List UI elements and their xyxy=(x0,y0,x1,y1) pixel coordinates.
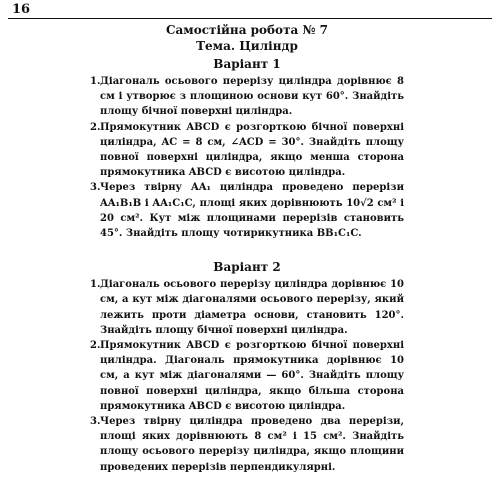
task-text: Через твірну AA₁ циліндра проведено перерізи AA₁B₁B і AA₁C₁C, площі яких дорівнюють 10√2 см² і 20 см². Кут між площинами перерізів становить 45°. Знайдіть площу чотирикутника BB₁C₁C. xyxy=(100,182,404,240)
task-number: 2. xyxy=(90,121,101,133)
task-number: 1. xyxy=(90,76,101,87)
task-number: 3. xyxy=(90,416,101,428)
variant-1 xyxy=(90,56,404,241)
task-item xyxy=(90,180,404,241)
variant-title: Варіант 1 xyxy=(213,57,281,71)
task-number: 3. xyxy=(90,182,101,194)
variant-2 xyxy=(90,259,404,475)
task-list xyxy=(90,74,404,241)
task-item xyxy=(90,338,404,414)
task-item xyxy=(90,414,404,475)
task-text: Прямокутник ABCD є розгорткою бічної поверхні циліндра, AC = 8 см, ∠ACD = 30°. Знайдіть площу повної поверхні циліндра, якщо менша сторона прямокутника ABCD є висотою циліндра. xyxy=(100,121,404,179)
task-number: 2. xyxy=(90,340,101,352)
header-rule xyxy=(8,18,492,19)
task-text: Через твірну циліндра проведено два перерізи, площі яких дорівнюють 8 см² і 15 см². Знайдіть площу осьового перерізу циліндра, якщо площини проведених перерізів перпендикулярні. xyxy=(100,416,404,473)
task-item xyxy=(90,120,404,181)
task-text: Прямокутник ABCD є розгорткою бічної поверхні циліндра. Діагональ прямокутника дорівнює 10 см, а кут між діагоналями — 60°. Знайдіть площу повної поверхні циліндра, якщо більша сторона прямокутника ABCD є висотою циліндра. xyxy=(100,340,404,412)
worksheet xyxy=(90,22,404,475)
task-number: 1. xyxy=(90,279,101,291)
variant-title: Варіант 2 xyxy=(213,260,281,275)
worksheet-title: Самостійна робота № 7 xyxy=(165,23,329,37)
task-item xyxy=(90,74,404,120)
task-list xyxy=(90,277,404,475)
task-text: Діагональ осьового перерізу циліндра дорівнює 8 см і утворює з площиною основи кут 60°. Знайдіть площу бічної поверхні циліндра. xyxy=(100,76,404,118)
task-text: Діагональ осьового перерізу циліндра дорівнює 10 см, а кут між діагоналями осьового перерізу, який лежить проти діаметра основи, становить 120°. Знайдіть площу бічної поверхні циліндра. xyxy=(100,279,404,336)
task-item xyxy=(90,277,404,338)
page-number: 16 xyxy=(12,2,31,17)
worksheet-topic: Тема. Циліндр xyxy=(196,39,298,53)
